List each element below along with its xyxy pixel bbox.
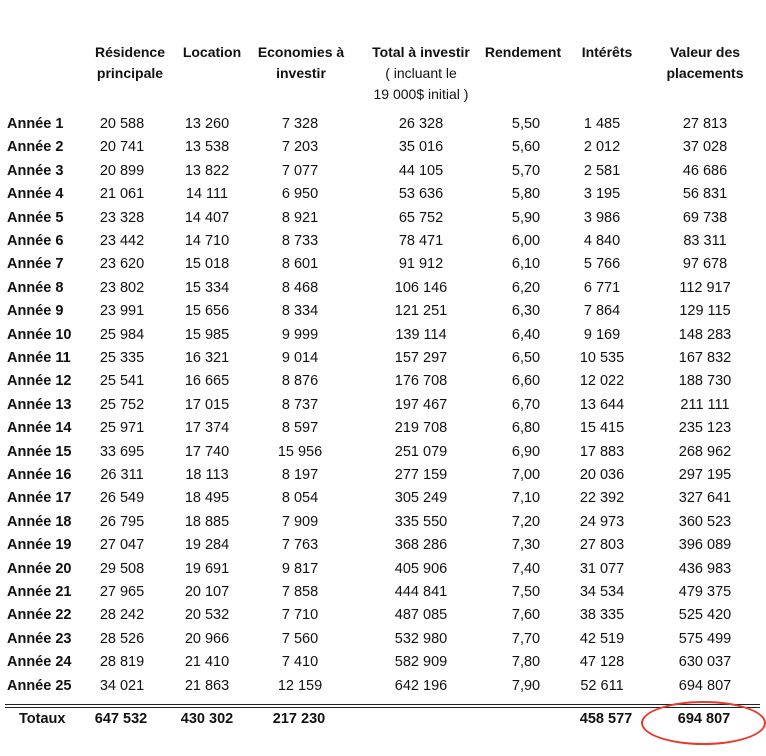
- header-total-a-investir: Total à investir: [372, 44, 470, 60]
- table-row: [0, 371, 766, 394]
- cell-valeur: 148 283: [678, 326, 732, 343]
- cell-total-a-investir: 65 752: [398, 209, 444, 226]
- header-location: Location: [182, 44, 242, 60]
- cell-total-a-investir: 157 297: [394, 350, 448, 366]
- cell-residence: 23 802: [99, 279, 145, 296]
- cell-rendement: 7,30: [511, 537, 541, 554]
- cell-valeur: 630 037: [678, 654, 732, 671]
- total-interets: 458 577: [579, 711, 633, 727]
- cell-rendement: 6,10: [511, 256, 541, 273]
- cell-interets: 15 415: [579, 420, 625, 437]
- cell-total-a-investir: 53 636: [398, 186, 444, 203]
- cell-residence: 20 588: [99, 116, 145, 132]
- cell-interets: 4 840: [583, 233, 621, 249]
- table-row: [0, 629, 766, 652]
- cell-location: 20 966: [184, 630, 230, 647]
- cell-year-label: Année 12: [7, 373, 72, 390]
- cell-interets: 9 169: [583, 326, 621, 343]
- table-row: [0, 418, 766, 441]
- cell-rendement: 6,40: [511, 326, 541, 343]
- cell-rendement: 6,90: [511, 443, 541, 460]
- cell-economies: 8 921: [281, 209, 319, 226]
- cell-rendement: 7,20: [511, 513, 541, 530]
- cell-location: 18 113: [185, 467, 229, 483]
- cell-total-a-investir: 444 841: [394, 584, 448, 600]
- total-economies: 217 230: [272, 711, 326, 727]
- cell-valeur: 694 807: [678, 677, 732, 694]
- total-location: 430 302: [180, 711, 234, 727]
- cell-valeur: 479 375: [678, 584, 732, 600]
- cell-total-a-investir: 106 146: [394, 279, 448, 296]
- cell-economies: 7 410: [281, 654, 319, 671]
- cell-rendement: 5,90: [511, 209, 541, 226]
- cell-economies: 8 468: [281, 279, 319, 296]
- cell-total-a-investir: 139 114: [395, 326, 447, 343]
- cell-valeur: 129 115: [679, 303, 731, 320]
- cell-residence: 28 819: [99, 654, 145, 671]
- table-row: [0, 254, 766, 277]
- cell-residence: 25 752: [99, 396, 145, 413]
- cell-total-a-investir: 91 912: [398, 256, 444, 273]
- cell-location: 21 410: [184, 654, 230, 671]
- cell-valeur: 83 311: [683, 233, 727, 249]
- cell-residence: 23 991: [99, 303, 145, 320]
- cell-residence: 33 695: [99, 443, 145, 460]
- totals-label: Totaux: [19, 711, 66, 727]
- cell-rendement: 7,00: [511, 467, 541, 483]
- cell-economies: 8 054: [281, 490, 319, 507]
- cell-residence: 26 549: [99, 490, 145, 507]
- table-row: [0, 184, 766, 207]
- cell-total-a-investir: 176 708: [394, 373, 448, 390]
- separator-line: [5, 704, 760, 705]
- cell-year-label: Année 15: [7, 443, 72, 460]
- cell-year-label: Année 10: [7, 326, 72, 343]
- cell-location: 15 018: [184, 256, 230, 273]
- cell-year-label: Année 16: [7, 467, 72, 483]
- cell-valeur: 56 831: [682, 186, 728, 203]
- cell-rendement: 6,20: [511, 279, 541, 296]
- cell-economies: 8 737: [281, 396, 319, 413]
- cell-location: 14 710: [184, 233, 230, 249]
- cell-rendement: 7,80: [511, 654, 541, 671]
- cell-year-label: Année 14: [7, 420, 72, 437]
- cell-residence: 23 328: [99, 209, 145, 226]
- cell-valeur: 525 420: [678, 607, 732, 624]
- cell-total-a-investir: 642 196: [394, 677, 448, 694]
- cell-interets: 20 036: [579, 467, 625, 483]
- cell-valeur: 97 678: [682, 256, 728, 273]
- cell-total-a-investir: 487 085: [394, 607, 448, 624]
- header-rendement: Rendement: [484, 44, 562, 60]
- cell-interets: 3 986: [583, 209, 621, 226]
- cell-location: 17 740: [184, 443, 230, 460]
- table-row: [0, 325, 766, 348]
- table-row: [0, 348, 766, 371]
- cell-valeur: 268 962: [678, 443, 732, 460]
- cell-valeur: 235 123: [678, 420, 732, 437]
- cell-year-label: Année 13: [7, 396, 72, 413]
- cell-valeur: 27 813: [682, 116, 728, 132]
- cell-interets: 6 771: [583, 279, 621, 296]
- cell-interets: 52 611: [580, 677, 624, 694]
- cell-residence: 27 965: [99, 584, 145, 600]
- cell-total-a-investir: 44 105: [398, 162, 444, 179]
- cell-location: 17 015: [184, 396, 230, 413]
- cell-interets: 31 077: [579, 560, 625, 577]
- cell-rendement: 7,10: [511, 490, 541, 507]
- cell-residence: 23 620: [99, 256, 145, 273]
- cell-valeur: 46 686: [682, 162, 728, 179]
- cell-valeur: 327 641: [678, 490, 732, 507]
- cell-year-label: Année 18: [7, 513, 72, 530]
- cell-location: 18 495: [184, 490, 230, 507]
- cell-location: 16 321: [184, 350, 230, 366]
- cell-economies: 12 159: [277, 677, 323, 694]
- cell-residence: 25 984: [99, 326, 145, 343]
- table-row: [0, 114, 766, 137]
- cell-interets: 10 535: [579, 350, 625, 366]
- cell-rendement: 7,50: [511, 584, 541, 600]
- cell-economies: 7 203: [281, 139, 319, 156]
- cell-location: 16 665: [184, 373, 230, 390]
- table-row: [0, 512, 766, 535]
- header-valeur: Valeur des placements: [666, 44, 744, 81]
- cell-residence: 21 061: [99, 186, 145, 203]
- cell-economies: 7 858: [281, 584, 319, 600]
- cell-economies: 7 077: [281, 162, 319, 179]
- cell-year-label: Année 2: [7, 139, 64, 156]
- table-row: [0, 582, 766, 605]
- cell-valeur: 360 523: [678, 513, 732, 530]
- header-residence: Résidence principale: [94, 44, 166, 81]
- cell-interets: 12 022: [579, 373, 625, 390]
- cell-year-label: Année 4: [7, 186, 64, 203]
- cell-year-label: Année 19: [7, 537, 72, 554]
- cell-residence: 34 021: [99, 677, 145, 694]
- cell-valeur: 188 730: [678, 373, 732, 390]
- cell-economies: 7 560: [281, 630, 319, 647]
- cell-location: 13 538: [184, 139, 230, 156]
- table-row: [0, 442, 766, 465]
- cell-total-a-investir: 335 550: [394, 513, 448, 530]
- table-row: [0, 395, 766, 418]
- cell-year-label: Année 3: [7, 162, 64, 179]
- cell-rendement: 6,70: [511, 396, 541, 413]
- cell-interets: 2 012: [583, 139, 621, 156]
- cell-economies: 15 956: [277, 443, 323, 460]
- cell-residence: 25 541: [99, 373, 145, 390]
- cell-interets: 1 485: [583, 116, 621, 132]
- table-row: [0, 605, 766, 628]
- cell-economies: 6 950: [281, 186, 319, 203]
- cell-interets: 27 803: [579, 537, 625, 554]
- cell-valeur: 69 738: [682, 209, 728, 226]
- cell-year-label: Année 5: [7, 209, 64, 226]
- cell-residence: 28 242: [99, 607, 145, 624]
- cell-total-a-investir: 532 980: [394, 630, 448, 647]
- cell-interets: 42 519: [579, 630, 625, 647]
- table-row: [0, 488, 766, 511]
- cell-interets: 7 864: [583, 303, 621, 320]
- cell-total-a-investir: 219 708: [394, 420, 448, 437]
- table-row: [0, 559, 766, 582]
- highlight-ellipse: [641, 701, 766, 745]
- cell-economies: 7 328: [281, 116, 319, 132]
- cell-location: 13 822: [184, 162, 230, 179]
- cell-valeur: 211 111: [680, 396, 730, 413]
- cell-year-label: Année 24: [7, 654, 72, 671]
- cell-economies: 9 817: [281, 560, 319, 577]
- cell-location: 18 885: [184, 513, 230, 530]
- cell-economies: 8 733: [281, 233, 319, 249]
- total-residence: 647 532: [94, 711, 148, 727]
- cell-total-a-investir: 121 251: [394, 303, 448, 320]
- cell-rendement: 6,30: [511, 303, 541, 320]
- cell-interets: 34 534: [579, 584, 625, 600]
- cell-total-a-investir: 78 471: [398, 233, 444, 249]
- cell-location: 19 691: [184, 560, 230, 577]
- cell-economies: 9 014: [281, 350, 319, 366]
- cell-valeur: 112 917: [679, 279, 731, 296]
- cell-total-a-investir: 197 467: [394, 396, 448, 413]
- cell-rendement: 7,40: [511, 560, 541, 577]
- cell-economies: 8 601: [281, 256, 319, 273]
- cell-economies: 7 763: [281, 537, 319, 554]
- cell-economies: 8 597: [281, 420, 319, 437]
- cell-location: 13 260: [184, 116, 230, 132]
- cell-interets: 38 335: [579, 607, 625, 624]
- cell-location: 15 985: [184, 326, 230, 343]
- cell-residence: 23 442: [99, 233, 145, 249]
- table-row: [0, 465, 766, 488]
- cell-rendement: 6,50: [511, 350, 541, 366]
- cell-residence: 26 795: [99, 513, 145, 530]
- cell-valeur: 436 983: [678, 560, 732, 577]
- cell-year-label: Année 8: [7, 279, 64, 296]
- cell-residence: 26 311: [100, 467, 144, 483]
- cell-valeur: 37 028: [682, 139, 728, 156]
- cell-interets: 2 581: [583, 162, 621, 179]
- table-row: [0, 161, 766, 184]
- cell-total-a-investir: 35 016: [398, 139, 444, 156]
- table-row: [0, 535, 766, 558]
- cell-residence: 20 899: [99, 162, 145, 179]
- cell-interets: 24 973: [579, 513, 625, 530]
- cell-total-a-investir: 582 909: [394, 654, 448, 671]
- total-valeur: 694 807: [677, 711, 731, 727]
- cell-total-a-investir: 405 906: [394, 560, 448, 577]
- cell-economies: 8 197: [281, 467, 319, 483]
- table-row: [0, 137, 766, 160]
- cell-interets: 47 128: [579, 654, 625, 671]
- cell-location: 14 407: [184, 209, 230, 226]
- cell-economies: 7 710: [281, 607, 319, 624]
- table-row: [0, 301, 766, 324]
- cell-valeur: 575 499: [678, 630, 732, 647]
- cell-residence: 25 335: [99, 350, 145, 366]
- cell-valeur: 167 832: [678, 350, 732, 366]
- cell-valeur: 297 195: [678, 467, 732, 483]
- cell-location: 21 863: [184, 677, 230, 694]
- cell-year-label: Année 11: [7, 350, 71, 366]
- table-row: [0, 676, 766, 699]
- cell-location: 20 107: [184, 584, 230, 600]
- cell-rendement: 7,60: [511, 607, 541, 624]
- cell-rendement: 6,80: [511, 420, 541, 437]
- cell-rendement: 5,50: [511, 116, 541, 132]
- cell-valeur: 396 089: [678, 537, 732, 554]
- cell-total-a-investir: 251 079: [394, 443, 448, 460]
- header-total-note: ( incluant le 19 000$ initial ): [373, 65, 469, 102]
- cell-rendement: 5,60: [511, 139, 541, 156]
- cell-location: 17 374: [184, 420, 230, 437]
- cell-residence: 20 741: [99, 139, 145, 156]
- cell-economies: 8 876: [281, 373, 319, 390]
- separator-line: [5, 707, 760, 708]
- cell-year-label: Année 1: [7, 116, 64, 132]
- cell-location: 15 656: [184, 303, 230, 320]
- cell-interets: 13 644: [579, 396, 625, 413]
- cell-economies: 8 334: [281, 303, 319, 320]
- cell-rendement: 7,70: [511, 630, 541, 647]
- cell-location: 20 532: [184, 607, 230, 624]
- cell-interets: 17 883: [579, 443, 625, 460]
- header-interets: Intérêts: [581, 44, 633, 60]
- cell-year-label: Année 6: [7, 233, 64, 249]
- cell-residence: 27 047: [99, 537, 145, 554]
- cell-interets: 22 392: [579, 490, 625, 507]
- cell-year-label: Année 7: [7, 256, 64, 273]
- cell-year-label: Année 22: [7, 607, 72, 624]
- cell-rendement: 6,60: [511, 373, 541, 390]
- table-row: [0, 231, 766, 254]
- table-row: [0, 652, 766, 675]
- cell-economies: 9 999: [281, 326, 319, 343]
- cell-location: 14 111: [185, 186, 229, 203]
- table-row: [0, 208, 766, 231]
- cell-interets: 3 195: [583, 186, 621, 203]
- cell-total-a-investir: 277 159: [394, 467, 448, 483]
- cell-year-label: Année 20: [7, 560, 72, 577]
- cell-year-label: Année 21: [7, 584, 72, 600]
- cell-residence: 29 508: [99, 560, 145, 577]
- cell-economies: 7 909: [281, 513, 319, 530]
- cell-location: 15 334: [184, 279, 230, 296]
- cell-rendement: 5,70: [511, 162, 541, 179]
- cell-year-label: Année 17: [7, 490, 72, 507]
- cell-residence: 25 971: [99, 420, 145, 437]
- header-economies: Economies à investir: [257, 44, 345, 81]
- cell-total-a-investir: 305 249: [394, 490, 448, 507]
- cell-year-label: Année 9: [7, 303, 64, 320]
- cell-year-label: Année 23: [7, 630, 72, 647]
- cell-rendement: 5,80: [511, 186, 541, 203]
- cell-interets: 5 766: [583, 256, 621, 273]
- cell-residence: 28 526: [99, 630, 145, 647]
- cell-year-label: Année 25: [7, 677, 72, 694]
- table-row: [0, 278, 766, 301]
- cell-location: 19 284: [184, 537, 230, 554]
- cell-total-a-investir: 368 286: [394, 537, 448, 554]
- cell-rendement: 6,00: [511, 233, 541, 249]
- cell-total-a-investir: 26 328: [398, 116, 444, 132]
- cell-rendement: 7,90: [511, 677, 541, 694]
